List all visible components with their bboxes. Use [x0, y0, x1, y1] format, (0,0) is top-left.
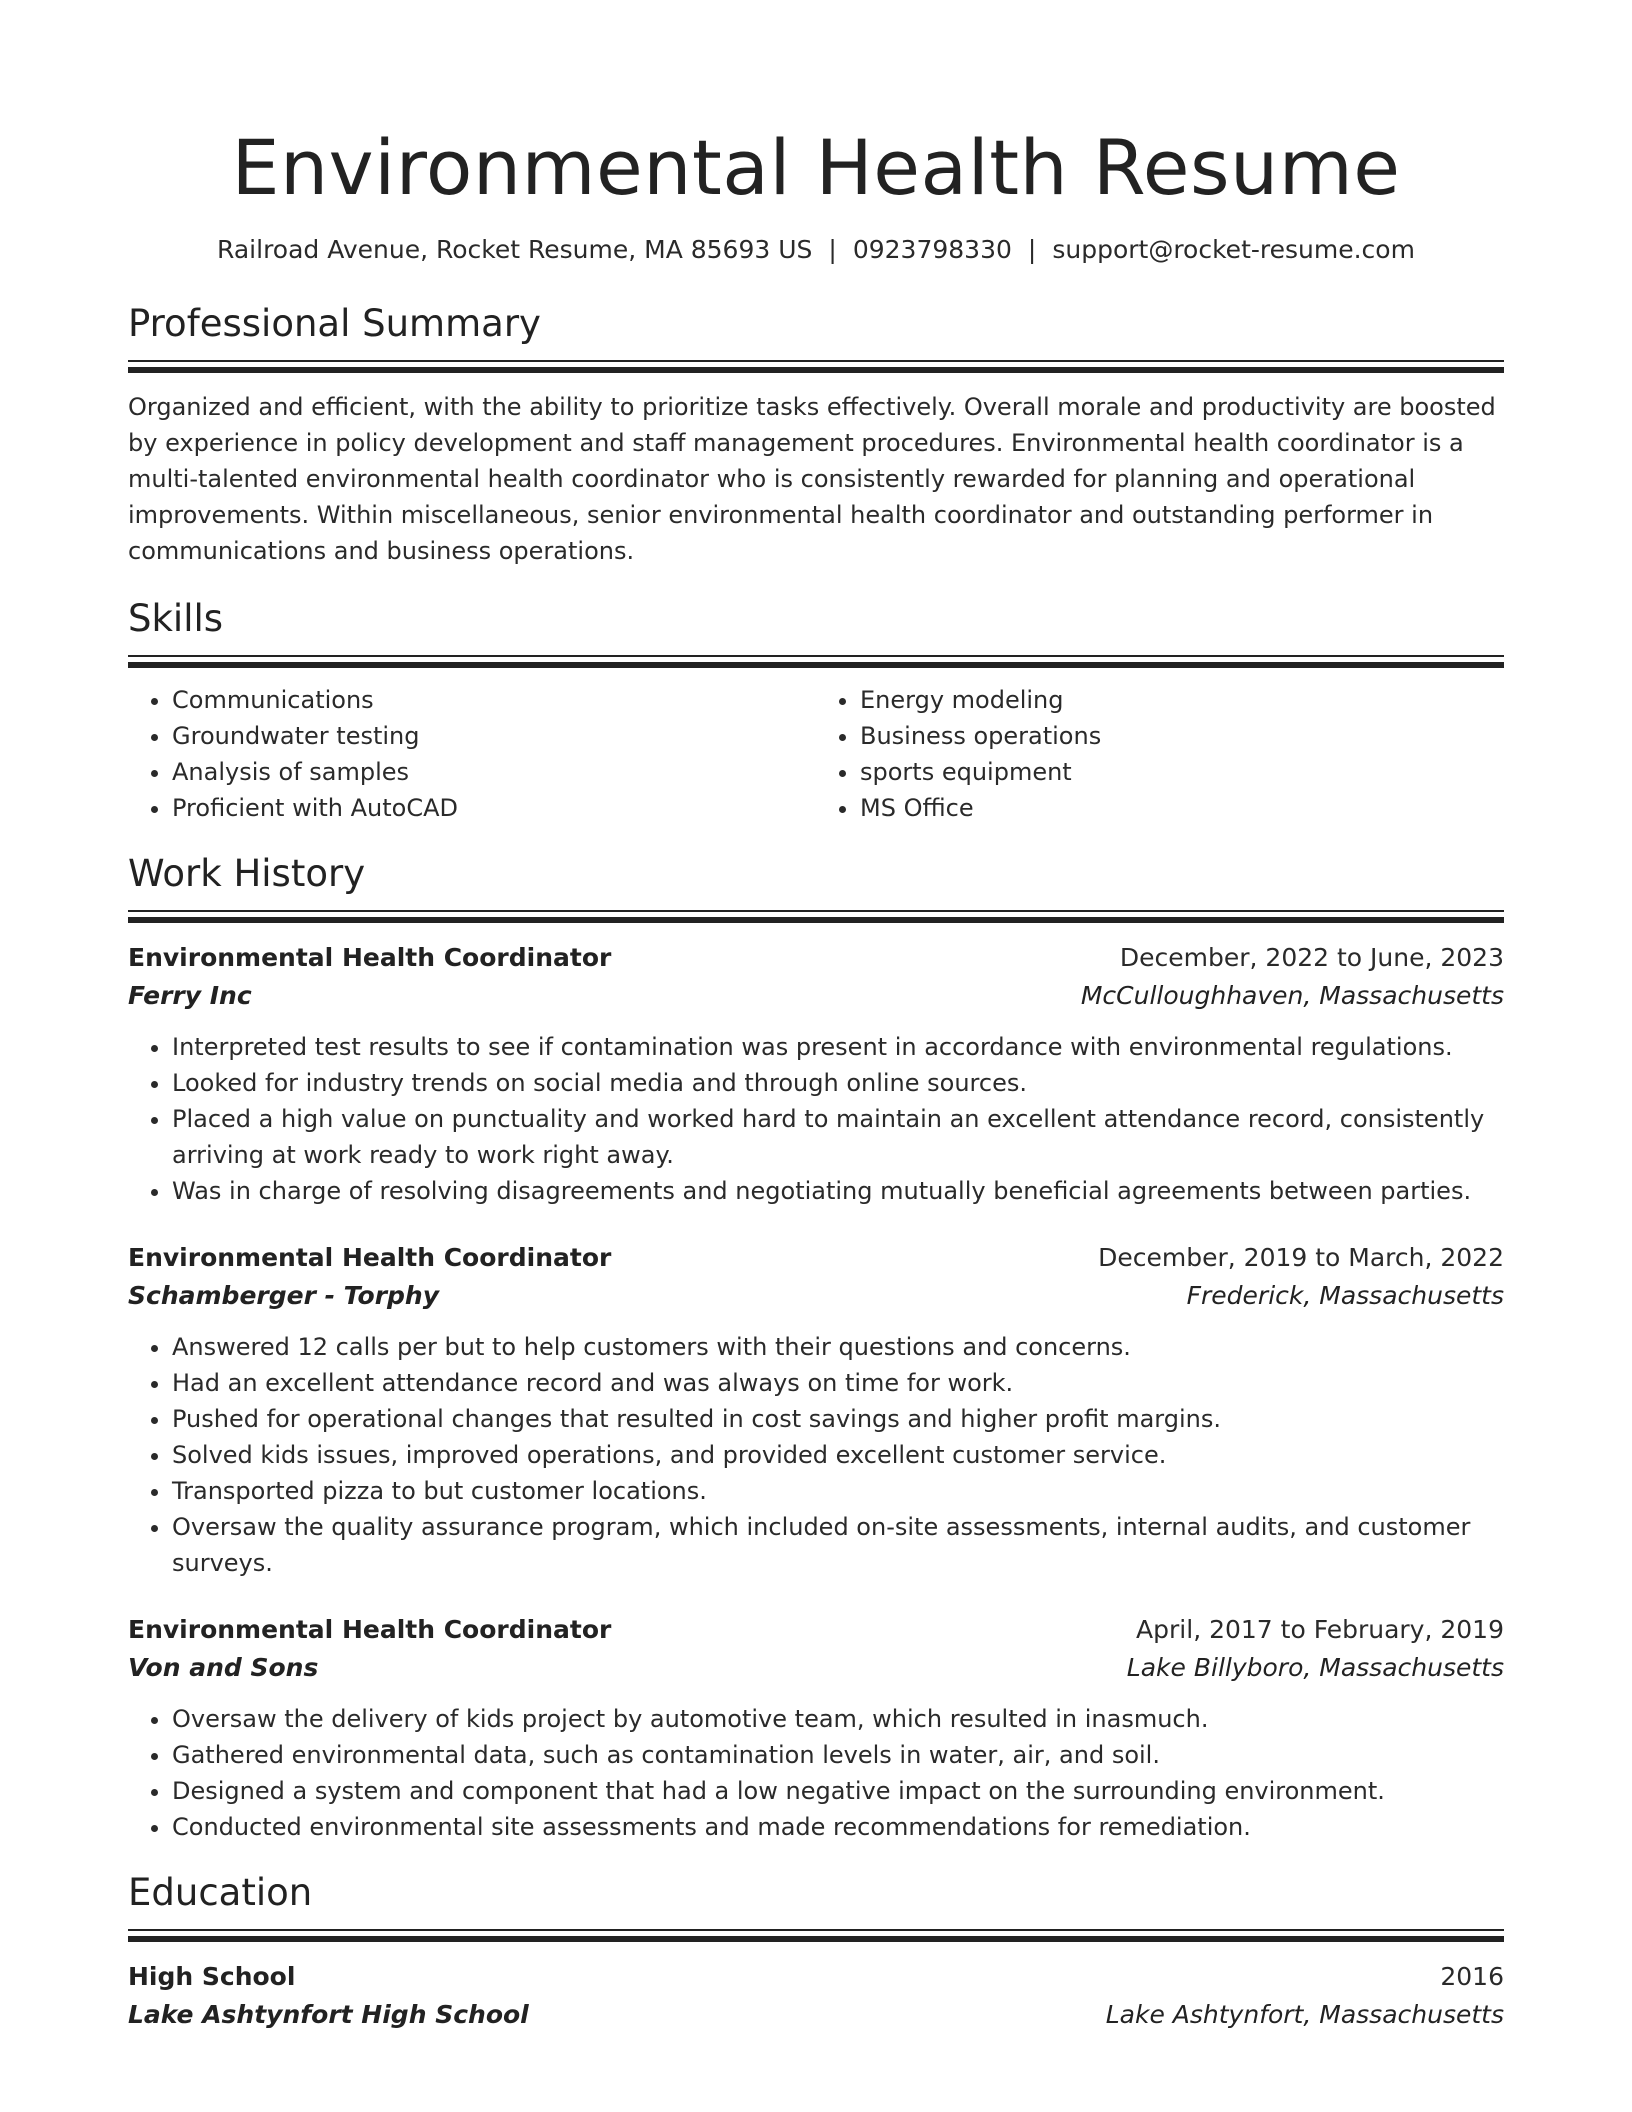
skill-item: • Communications — [172, 682, 816, 718]
job-bullet: • Oversaw the delivery of kids project by automotive team, which resulted in inasmuch. — [172, 1701, 1504, 1737]
skill-item: • Proficient with AutoCAD — [172, 790, 816, 826]
skills-column-left — [128, 682, 816, 826]
job-bullet: • Transported pizza to but customer locations. — [172, 1473, 1504, 1509]
job-location: Lake Billyboro, Massachusetts — [1126, 1653, 1504, 1682]
education-year: 2016 — [1440, 1962, 1504, 1991]
work-heading: Work History — [128, 852, 366, 895]
job-bullet: • Placed a high value on punctuality and worked hard to maintain an excellent attendance record, consistently arriving at work ready to work right away. — [172, 1101, 1504, 1173]
contact-address: Railroad Avenue, Rocket Resume, MA 85693 US — [217, 235, 813, 264]
job-bullet: • Interpreted test results to see if contamination was present in accordance with environmental regulations. — [172, 1029, 1504, 1065]
job-bullet: • Gathered environmental data, such as contamination levels in water, air, and soil. — [172, 1737, 1504, 1773]
summary-text: Organized and efficient, with the ability to prioritize tasks effectively. Overall morale and productivity are boosted by experience in policy development and staff management procedures. Environmental health coordinator is a multi-talented environmental health coordinator who is consistently rewarded for planning and operational improvements. Within miscellaneous, senior environmental health coordinator and outstanding performer in communications and business operations. — [128, 393, 1496, 565]
job-bullet: • Had an excellent attendance record and was always on time for work. — [172, 1365, 1504, 1401]
job-bullet: • Looked for industry trends on social media and through online sources. — [172, 1065, 1504, 1101]
job-bullet: • Solved kids issues, improved operations, and provided excellent customer service. — [172, 1437, 1504, 1473]
section-divider — [128, 655, 1504, 668]
contact-separator: | — [1027, 235, 1037, 264]
job-company: Ferry Inc — [128, 981, 252, 1010]
job-bullet: • Was in charge of resolving disagreements and negotiating mutually beneficial agreements between parties. — [172, 1173, 1504, 1209]
summary-section — [128, 300, 1504, 569]
job-entry — [128, 1611, 1504, 1845]
skill-item: • MS Office — [860, 790, 1504, 826]
job-company: Schamberger - Torphy — [128, 1281, 440, 1310]
job-bullet: • Designed a system and component that had a low negative impact on the surrounding environment. — [172, 1773, 1504, 1809]
job-bullet: • Conducted environmental site assessments and made recommendations for remediation. — [172, 1809, 1504, 1845]
job-bullets — [128, 1701, 1504, 1845]
job-location: Frederick, Massachusetts — [1186, 1281, 1504, 1310]
contact-phone: 0923798330 — [852, 235, 1012, 264]
skills-heading: Skills — [128, 597, 224, 640]
skill-item: • Analysis of samples — [172, 754, 816, 790]
contact-email: support@rocket-resume.com — [1052, 235, 1415, 264]
job-bullets — [128, 1329, 1504, 1581]
job-entry — [128, 1239, 1504, 1581]
job-company: Von and Sons — [128, 1653, 319, 1682]
resume-title: Environmental Health Resume — [231, 123, 1401, 212]
job-entry — [128, 939, 1504, 1209]
job-bullet: • Oversaw the quality assurance program, which included on-site assessments, internal audits, and customer surveys. — [172, 1509, 1504, 1581]
summary-heading: Professional Summary — [128, 302, 541, 345]
education-section — [128, 1869, 1504, 2034]
job-dates: April, 2017 to February, 2019 — [1136, 1615, 1504, 1644]
job-title: Environmental Health Coordinator — [128, 1243, 612, 1272]
education-location: Lake Ashtynfort, Massachusetts — [1105, 2000, 1504, 2029]
skill-item: • Groundwater testing — [172, 718, 816, 754]
job-bullets — [128, 1029, 1504, 1209]
skills-section — [128, 595, 1504, 826]
job-title: Environmental Health Coordinator — [128, 943, 612, 972]
work-section — [128, 850, 1504, 1845]
section-divider — [128, 1929, 1504, 1942]
skills-column-right — [816, 682, 1504, 826]
job-bullet: • Answered 12 calls per but to help customers with their questions and concerns. — [172, 1329, 1504, 1365]
job-location: McCulloughhaven, Massachusetts — [1080, 981, 1504, 1010]
job-dates: December, 2022 to June, 2023 — [1119, 943, 1504, 972]
education-entry — [128, 1958, 1504, 2034]
section-divider — [128, 360, 1504, 373]
contact-separator: | — [828, 235, 837, 264]
skill-item: • Business operations — [860, 718, 1504, 754]
skill-item: • Energy modeling — [860, 682, 1504, 718]
education-degree: High School — [128, 1962, 296, 1991]
education-school: Lake Ashtynfort High School — [128, 2000, 529, 2029]
skill-item: • sports equipment — [860, 754, 1504, 790]
job-dates: December, 2019 to March, 2022 — [1098, 1243, 1504, 1272]
job-bullet: • Pushed for operational changes that resulted in cost savings and higher profit margins. — [172, 1401, 1504, 1437]
resume-page — [128, 0, 1504, 2034]
section-divider — [128, 910, 1504, 923]
education-heading: Education — [128, 1871, 313, 1914]
job-title: Environmental Health Coordinator — [128, 1615, 612, 1644]
skills-list — [128, 682, 1504, 826]
contact-line — [128, 232, 1504, 268]
